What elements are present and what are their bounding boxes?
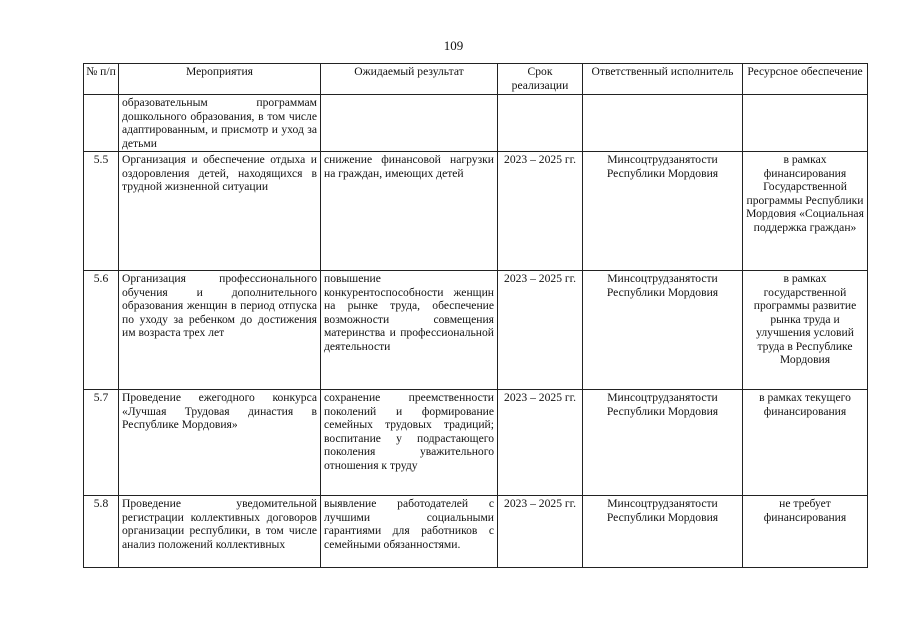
table-header-row bbox=[84, 64, 868, 95]
header-result: Ожидаемый результат bbox=[321, 64, 498, 95]
row-executor bbox=[583, 95, 743, 152]
row-num: 5.6 bbox=[84, 271, 119, 390]
row-resources: в рамках финансирования Государственной программы Республики Мордовия «Социальная поддержка граждан» bbox=[743, 152, 868, 271]
row-events: образовательным программам дошкольного образования, в том числе адаптированным, и присмотр и уход за детьми bbox=[119, 95, 321, 152]
row-result: сохранение преемственности поколений и формирование семейных трудовых традиций; воспитание у подрастающего поколения уважительного отношения к труду bbox=[321, 390, 498, 496]
row-resources: в рамках государственной программы развитие рынка труда и улучшения условий труда в Республике Мордовия bbox=[743, 271, 868, 390]
header-term: Срок реализации bbox=[498, 64, 583, 95]
row-result: выявление работодателей с лучшими социальными гарантиями для работников с семейными обязанностями. bbox=[321, 496, 498, 568]
row-term bbox=[498, 95, 583, 152]
row-term: 2023 – 2025 гг. bbox=[498, 496, 583, 568]
row-result: повышение конкурентоспособности женщин на рынке труда, обеспечение возможности совмещения материнства и профессиональной деятельности bbox=[321, 271, 498, 390]
row-result bbox=[321, 95, 498, 152]
row-events: Проведение ежегодного конкурса «Лучшая Трудовая династия в Республике Мордовия» bbox=[119, 390, 321, 496]
row-num: 5.8 bbox=[84, 496, 119, 568]
row-events: Проведение уведомительной регистрации коллективных договоров организации республики, в том числе анализ положений коллективных bbox=[119, 496, 321, 568]
row-term: 2023 – 2025 гг. bbox=[498, 271, 583, 390]
row-resources: не требует финансирования bbox=[743, 496, 868, 568]
table-row bbox=[84, 95, 868, 152]
row-resources bbox=[743, 95, 868, 152]
table-row bbox=[84, 390, 868, 496]
row-term: 2023 – 2025 гг. bbox=[498, 152, 583, 271]
row-result: снижение финансовой нагрузки на граждан, имеющих детей bbox=[321, 152, 498, 271]
row-events: Организация и обеспечение отдыха и оздоровления детей, находящихся в трудной жизненной ситуации bbox=[119, 152, 321, 271]
header-resources: Ресурсное обеспечение bbox=[743, 64, 868, 95]
header-num: № п/п bbox=[84, 64, 119, 95]
row-num: 5.7 bbox=[84, 390, 119, 496]
row-resources: в рамках текущего финансирования bbox=[743, 390, 868, 496]
row-executor: Минсоцтрудзанятости Республики Мордовия bbox=[583, 496, 743, 568]
table-row bbox=[84, 271, 868, 390]
header-executor: Ответственный исполнитель bbox=[583, 64, 743, 95]
row-executor: Минсоцтрудзанятости Республики Мордовия bbox=[583, 271, 743, 390]
row-events: Организация профессионального обучения и дополнительного образования женщин в период отпуска по уходу за ребенком до достижения им возраста трех лет bbox=[119, 271, 321, 390]
row-executor: Минсоцтрудзанятости Республики Мордовия bbox=[583, 152, 743, 271]
table-row bbox=[84, 152, 868, 271]
row-executor: Минсоцтрудзанятости Республики Мордовия bbox=[583, 390, 743, 496]
header-events: Мероприятия bbox=[119, 64, 321, 95]
row-term: 2023 – 2025 гг. bbox=[498, 390, 583, 496]
row-num: 5.5 bbox=[84, 152, 119, 271]
row-num bbox=[84, 95, 119, 152]
page-number: 109 bbox=[443, 38, 464, 53]
table-row bbox=[84, 496, 868, 568]
measures-table bbox=[83, 63, 868, 568]
